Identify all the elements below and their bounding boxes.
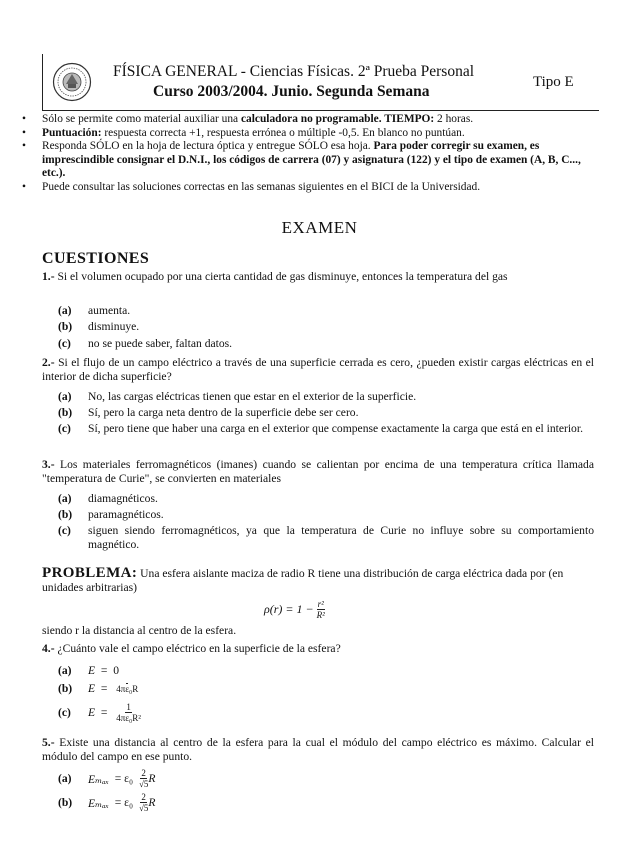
question-3: 3.- Los materiales ferromagnéticos (imanes) cuando se calientan por encima de una temperatura crítica llamada "temperatura de Curie", se convierten en materiales <box>42 458 594 486</box>
instruction-item: • Responda SÓLO en la hoja de lectura óptica y entregue SÓLO esa hoja. Para poder corregir su examen, es imprescindible consignar el D.N.I., los códigos de carrera (07) y asignatura (122) y el tipo de examen (A, B, C..., etc.). <box>22 140 581 180</box>
instructions-list <box>22 113 582 195</box>
exam-title: EXAMEN <box>281 218 358 237</box>
answer-5a: (a) Eₘₐₓ = ε₀ $\frac{2}{√5}$ R <box>58 768 156 789</box>
question-4: 4.- ¿Cuánto vale el campo eléctrico en la superficie de la esfera? <box>42 642 341 655</box>
instruction-item: • Puntuación: respuesta correcta +1, respuesta errónea o múltiple -0,5. En blanco no puntúan. <box>22 126 465 139</box>
option-1b: (b) disminuye. <box>58 320 140 333</box>
answer-4b: (b) E = 4πε₀R <box>58 682 139 695</box>
header-title: FÍSICA GENERAL - Ciencias Físicas. 2ª Prueba Personal <box>113 63 475 80</box>
cuestiones-title: CUESTIONES <box>42 250 150 267</box>
problem-statement: PROBLEMA: Una esfera aislante maciza de radio R tiene una distribución de carga eléctrica dada por (en unidades arbitrarias) <box>42 565 564 595</box>
answer-4c: (c) E = $\frac{1}{\text{4πε₀R²}}$ <box>58 702 141 723</box>
option-2c: (c) Sí, pero tiene que haber una carga en el exterior que compense exactamente la carga que está en el interior. <box>58 422 583 435</box>
answer-5b: (b) Eₘₐₓ = ε₀ $\frac{2}{√5}$ R <box>58 792 156 813</box>
instruction-item: • Puede consultar las soluciones correctas en las semanas siguientes en el BICI de la Universidad. <box>22 180 481 193</box>
exam-type: Tipo E <box>533 74 574 90</box>
question-1: 1.- Si el volumen ocupado por una cierta cantidad de gas disminuye, entonces la temperatura del gas <box>42 270 508 283</box>
question-5: 5.- Existe una distancia al centro de la esfera para la cual el módulo del campo eléctrico es máximo. Calcular el módulo del campo en ese punto. <box>42 736 594 764</box>
question-2: 2.- Si el flujo de un campo eléctrico a través de una superficie cerrada es cero, ¿pueden existir cargas eléctricas en el interior de dicha superficie? <box>42 356 594 384</box>
option-3a: (a) diamagnéticos. <box>58 492 158 505</box>
option-2b: (b) Sí, pero la carga neta dentro de la superficie debe ser cero. <box>58 406 359 419</box>
university-seal-icon <box>52 62 92 102</box>
charge-density-formula: ρ(r) = 1 − $\frac{\text{r²}}{\text{R²}}$ <box>264 599 325 620</box>
bullet-icon: • <box>22 113 26 125</box>
bullet-icon: • <box>22 140 26 153</box>
answer-4a: (a) E = 0 <box>58 664 120 677</box>
option-1a: (a) aumenta. <box>58 304 131 317</box>
exam-header <box>42 54 599 111</box>
header-course: Curso 2003/2004. Junio. Segunda Semana <box>153 83 430 100</box>
option-2a: (a) No, las cargas eléctricas tienen que estar en el exterior de la superficie. <box>58 390 417 403</box>
option-1c: (c) no se puede saber, faltan datos. <box>58 337 233 350</box>
option-3b: (b) paramagnéticos. <box>58 508 164 521</box>
bullet-icon: • <box>22 180 26 193</box>
bullet-icon: • <box>22 126 26 139</box>
option-3c: (c) siguen siendo ferromagnéticos, ya que la temperatura de Curie no influye sobre su comportamiento magnético. <box>58 524 594 552</box>
instruction-item: • Sólo se permite como material auxiliar una calculadora no programable. TIEMPO: 2 horas. <box>22 113 474 125</box>
problem-note: siendo r la distancia al centro de la esfera. <box>42 624 237 637</box>
